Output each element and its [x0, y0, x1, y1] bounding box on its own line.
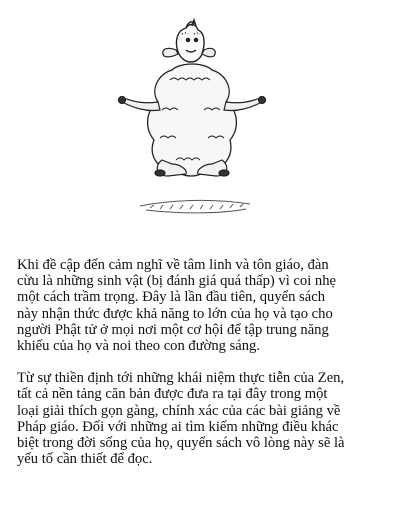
paragraph-2 — [17, 370, 397, 467]
text-line: yếu tố cần thiết để đọc. — [17, 451, 153, 468]
text-line: này nhận thức được khả năng to lớn của họ và tạo cho — [17, 305, 333, 322]
book-description — [17, 257, 397, 483]
bottom-fade — [0, 511, 410, 529]
meditating-sheep-illustration — [100, 10, 300, 230]
levitation-shadow — [140, 200, 250, 213]
text-line: biệt trong đời sống của họ, quyển sách vô lòng này sẽ là — [17, 435, 345, 452]
text-line: loại giải thích gọn gàng, chính xác của các bài giảng về — [17, 402, 341, 419]
text-line: tất cả nền tảng căn bản được đưa ra tại đây trong một — [17, 386, 328, 403]
text-line: một cách trầm trọng. Đây là lần đầu tiên, quyển sách — [17, 289, 325, 306]
text-line: cừu là những sinh vật (bị đánh giá quá thấp) vì coi nhẹ — [17, 273, 336, 290]
text-line: Từ sự thiền định tới những khái niệm thực tiễn của Zen, — [17, 370, 345, 387]
text-line: khiếu của họ và noi theo con đường sáng. — [17, 338, 260, 355]
text-line: Pháp giáo. Đối với những ai tìm kiếm những điều khác — [17, 418, 339, 435]
text-line: Khi đề cập đến cảm nghĩ về tâm linh và tôn giáo, đàn — [17, 257, 329, 273]
sheep-body — [148, 64, 237, 176]
sheep-head — [176, 20, 204, 62]
text-line: người Phật tử ở mọi nơi một cơ hội để tập trung năng — [17, 321, 329, 338]
paragraph-1 — [17, 257, 397, 354]
